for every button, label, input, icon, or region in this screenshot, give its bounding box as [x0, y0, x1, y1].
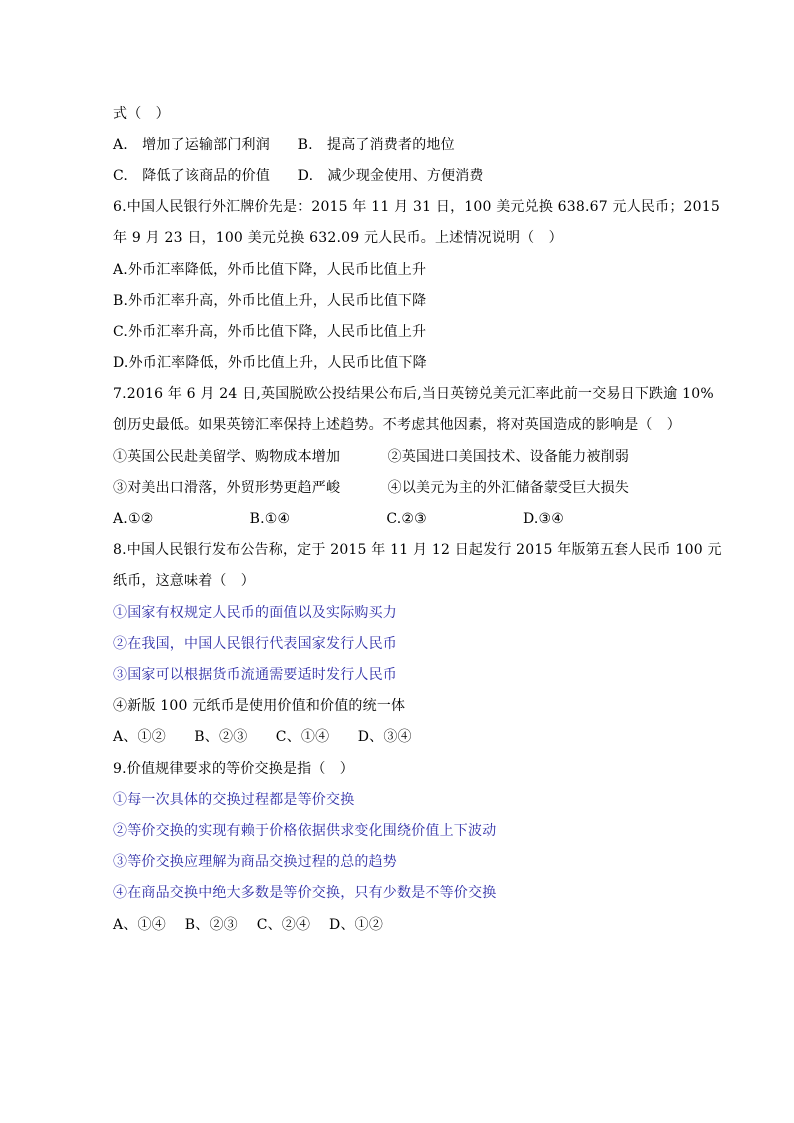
- q8-statement-4: ④新版 100 元纸币是使用价值和价值的统一体: [113, 698, 406, 714]
- q6-option-b: B.外币汇率升高，外币比值上升，人民币比值下降: [113, 293, 427, 309]
- q8-statement-2: ②在我国，中国人民银行代表国家发行人民币: [113, 636, 397, 652]
- q9-statement-3: ③等价交换应理解为商品交换过程的总的趋势: [113, 854, 397, 870]
- q7-statements-row-1: [113, 448, 629, 466]
- q5-option-c: C. 降低了该商品的价值: [113, 168, 271, 184]
- q9-statement-4: ④在商品交换中绝大多数是等价交换，只有少数是不等价交换: [113, 885, 497, 901]
- q9-stem: 9.价值规律要求的等价交换是指（ ）: [113, 761, 354, 777]
- q5-options-row-1: [113, 136, 455, 154]
- q6-stem-line-2: 年 9 月 23 日，100 美元兑换 632.09 元人民币。上述情况说明（ ）: [113, 230, 563, 246]
- q7-option-d: D.③④: [522, 511, 565, 527]
- q6-option-d: D.外币汇率降低，外币比值上升，人民币比值下降: [113, 355, 427, 371]
- q8-statement-3: ③国家可以根据货币流通需要适时发行人民币: [113, 667, 397, 683]
- q7-options: [113, 510, 564, 528]
- q8-stem-line-1: 8.中国人民银行发布公告称，定于 2015 年 11 月 12 日起发行 2015 年版第五套人民币 100 元: [113, 542, 722, 558]
- q7-statement-4: ④以美元为主的外汇储备蒙受巨大损失: [387, 480, 630, 496]
- q6-option-c: C.外币汇率升高，外币比值下降，人民币比值上升: [113, 324, 427, 340]
- q7-statements-row-2: [113, 479, 629, 497]
- q5-option-b: B. 提高了消费者的地位: [297, 137, 455, 153]
- q9-statement-2: ②等价交换的实现有赖于价格依据供求变化围绕价值上下波动: [113, 823, 497, 839]
- q7-statement-2: ②英国进口美国技术、设备能力被削弱: [387, 449, 630, 465]
- q9-options: A、①④ B、②③ C、②④ D、①②: [113, 917, 384, 933]
- q7-option-b: B.①④: [249, 511, 291, 527]
- q5-options-row-2: [113, 167, 484, 185]
- q8-statement-1: ①国家有权规定人民币的面值以及实际购买力: [113, 605, 397, 621]
- q8-stem-line-2: 纸币，这意味着（ ）: [113, 573, 255, 589]
- q9-statement-1: ①每一次具体的交换过程都是等价交换: [113, 792, 355, 808]
- q7-stem-line-1: 7.2016 年 6 月 24 日,英国脱欧公投结果公布后,当日英镑兑美元汇率此前一交易日下跌逾 10%: [113, 386, 714, 402]
- q6-stem-line-1: 6.中国人民银行外汇牌价先是：2015 年 11 月 31 日，100 美元兑换 638.67 元人民币；2015: [113, 199, 720, 215]
- q8-options: A、①② B、②③ C、①④ D、③④: [113, 729, 412, 745]
- q5-stem-tail: 式（ ）: [113, 106, 170, 122]
- q5-option-a: A. 增加了运输部门利润: [113, 137, 270, 153]
- q7-statement-1: ①英国公民赴美留学、购物成本增加: [113, 449, 341, 465]
- q7-stem-line-2: 创历史最低。如果英镑汇率保持上述趋势。不考虑其他因素，将对英国造成的影响是（ ）: [113, 417, 681, 433]
- q7-option-a: A.①②: [113, 511, 154, 527]
- q7-option-c: C.②③: [386, 511, 427, 527]
- q6-option-a: A.外币汇率降低，外币比值下降，人民币比值上升: [113, 262, 427, 278]
- q5-option-d: D. 减少现金使用、方便消费: [297, 168, 484, 184]
- q7-statement-3: ③对美出口滑落，外贸形势更趋严峻: [113, 480, 341, 496]
